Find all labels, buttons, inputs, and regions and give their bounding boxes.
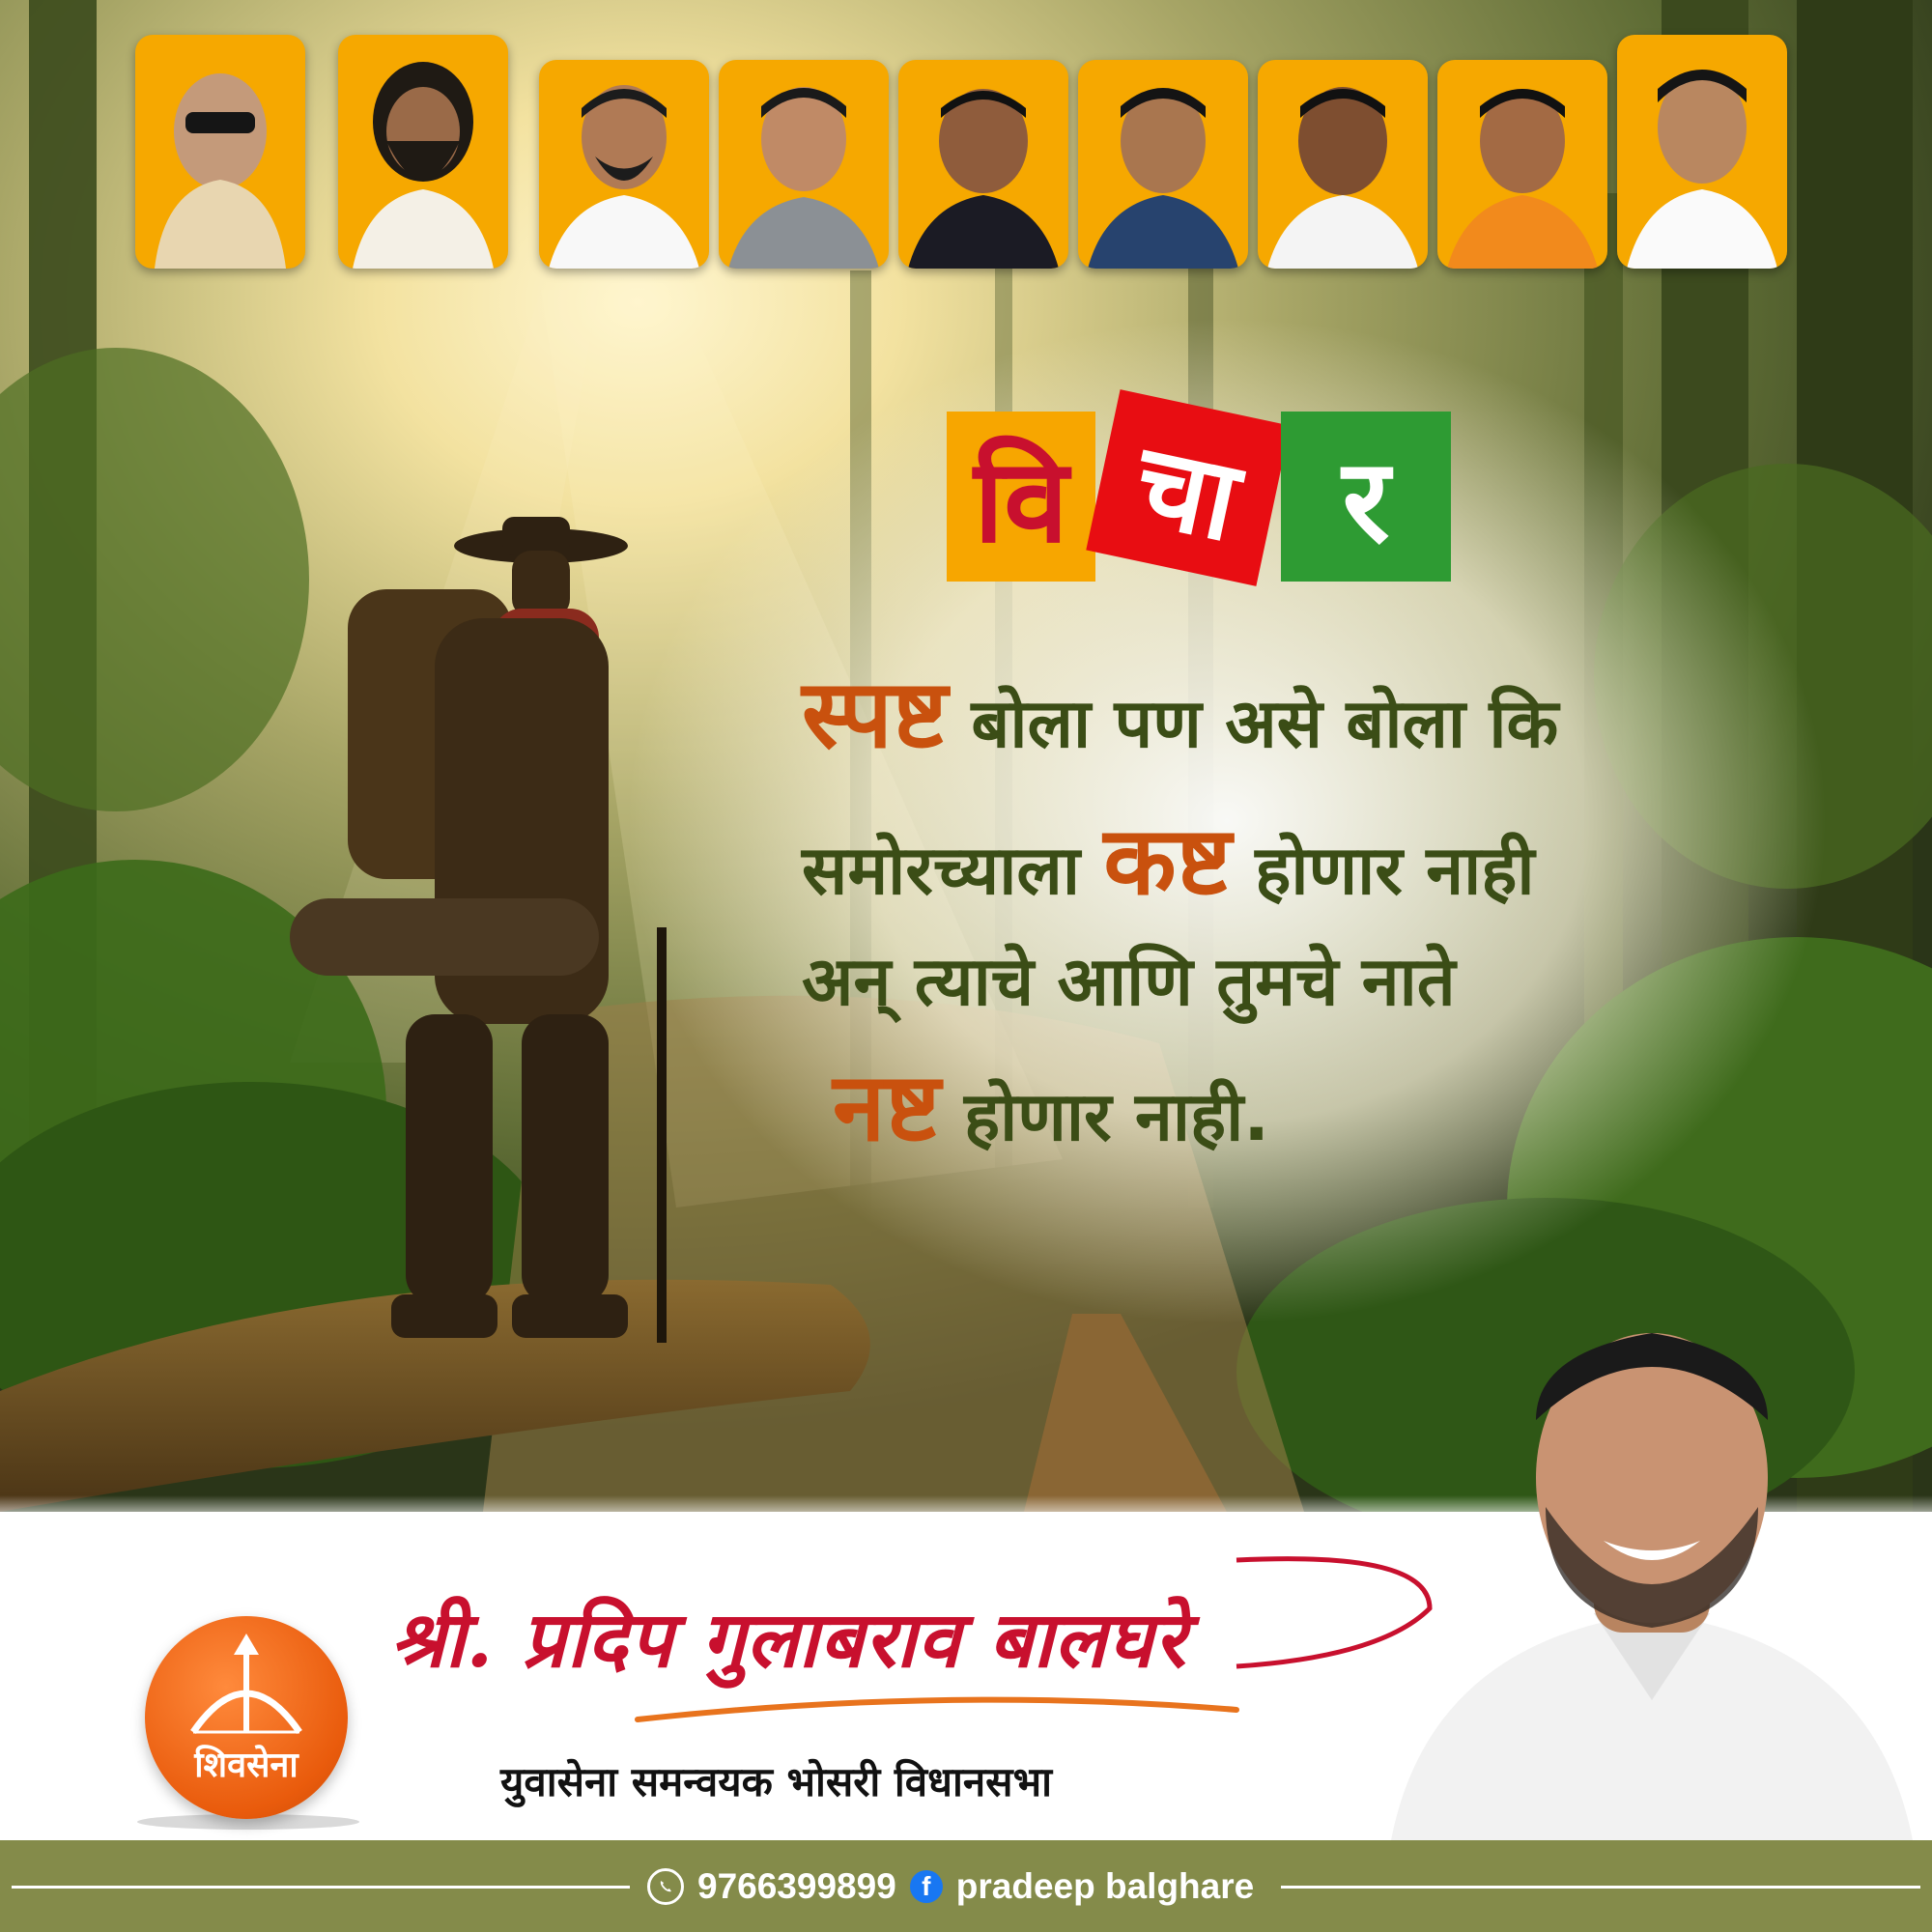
shivsena-logo xyxy=(145,1616,348,1819)
leader-portrait xyxy=(1078,60,1248,269)
footer-bar xyxy=(0,1840,1932,1932)
quote-text: होणार नाही. xyxy=(940,1077,1269,1156)
leader-portrait xyxy=(539,60,709,269)
leader-portrait xyxy=(1258,60,1428,269)
quote-highlight: कष्ट xyxy=(1103,807,1232,917)
leader-portraits xyxy=(135,35,1806,269)
logo-text: शिवसेना xyxy=(194,1746,298,1785)
footer-divider xyxy=(1281,1886,1920,1889)
contact-info xyxy=(647,1860,1254,1913)
title-letter-vi: वि xyxy=(947,412,1095,582)
person-name: श्री. प्रदिप गुलाबराव बालघरे xyxy=(390,1594,1187,1685)
leader-portrait xyxy=(338,35,508,269)
leader-portrait xyxy=(135,35,305,269)
whatsapp-icon xyxy=(647,1868,684,1905)
footer-divider xyxy=(12,1886,630,1889)
title-letter-ra: र xyxy=(1281,412,1451,582)
person-designation: युवासेना समन्वयक भोसरी विधानसभा xyxy=(500,1758,1052,1805)
leader-portrait xyxy=(1617,35,1787,269)
quote-text: होणार नाही xyxy=(1231,831,1535,910)
quote-line-4 xyxy=(833,1038,1269,1168)
quote-text: बोला पण असे बोला कि xyxy=(948,684,1559,763)
title-letter-cha: चा xyxy=(1086,389,1290,586)
quote-text: समोरच्याला xyxy=(802,831,1104,910)
leader-portrait xyxy=(1437,60,1607,269)
quote-highlight: नष्ट xyxy=(833,1053,941,1163)
quote-highlight: स्पष्ट xyxy=(802,660,949,770)
facebook-handle[interactable]: pradeep balghare xyxy=(955,1865,1255,1906)
quote-line-2 xyxy=(802,792,1535,922)
phone-number[interactable]: 9766399899 xyxy=(697,1865,896,1906)
person-photo xyxy=(1372,1294,1932,1840)
quote-line-1 xyxy=(802,645,1558,775)
leader-portrait xyxy=(898,60,1068,269)
quote-line-3: अन् त्याचे आणि तुमचे नाते xyxy=(802,942,1456,1021)
leader-portrait xyxy=(719,60,889,269)
bow-arrow-icon xyxy=(145,1616,348,1819)
facebook-icon: f xyxy=(910,1870,943,1903)
